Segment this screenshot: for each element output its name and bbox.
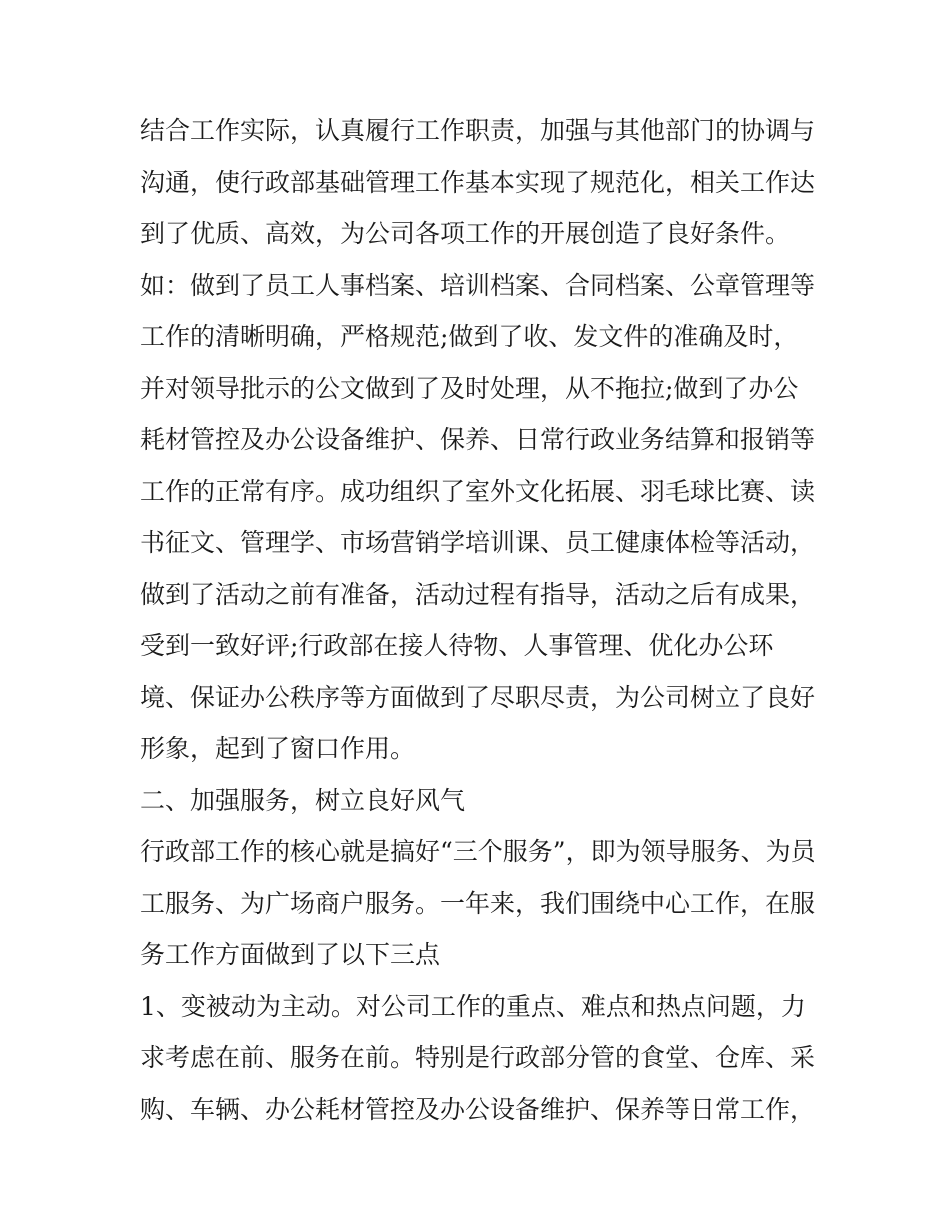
text-line: 受到一致好评;行政部在接人待物、人事管理、优化办公环 <box>140 631 774 660</box>
text-line: 境、保证办公秩序等方面做到了尽职尽责，为公司树立了良好 <box>140 682 816 712</box>
text-line: 工服务、为广场商户服务。一年来，我们围绕中心工作，在服 <box>140 888 816 918</box>
text-line: 工作的正常有序。成功组织了室外文化拓展、羽毛球比赛、读 <box>140 476 816 506</box>
text-line: 沟通，使行政部基础管理工作基本实现了规范化，相关工作达 <box>140 167 816 197</box>
text-line: 行政部工作的核心就是搞好“三个服务”，即为领导服务、为员 <box>140 837 816 866</box>
text-line: 书征文、管理学、市场营销学培训课、员工健康体检等活动， <box>140 528 816 557</box>
text-line: 1、变被动为主动。对公司工作的重点、难点和热点问题，力 <box>140 991 806 1021</box>
text-line: 耗材管控及办公设备维护、保养、日常行政业务结算和报销等 <box>140 425 816 454</box>
text-line: 做到了活动之前有准备，活动过程有指导，活动之后有成果， <box>140 579 816 609</box>
section-heading: 二、加强服务，树立良好风气 <box>140 785 466 815</box>
text-line: 并对领导批示的公文做到了及时处理，从不拖拉;做到了办公 <box>140 373 799 403</box>
body-text <box>140 109 830 1139</box>
text-line: 务工作方面做到了以下三点 <box>140 940 441 969</box>
text-line: 购、车辆、办公耗材管控及办公设备维护、保养等日常工作， <box>140 1094 816 1124</box>
text-line: 工作的清晰明确，严格规范;做到了收、发文件的准确及时， <box>140 322 799 351</box>
text-line: 如：做到了员工人事档案、培训档案、合同档案、公章管理等 <box>140 270 816 300</box>
text-line: 形象，起到了窗口作用。 <box>140 734 416 763</box>
text-line: 到了优质、高效，为公司各项工作的开展创造了良好条件。 <box>140 219 791 248</box>
text-line: 求考虑在前、服务在前。特别是行政部分管的食堂、仓库、采 <box>140 1043 816 1072</box>
text-line: 结合工作实际，认真履行工作职责，加强与其他部门的协调与 <box>140 116 816 145</box>
